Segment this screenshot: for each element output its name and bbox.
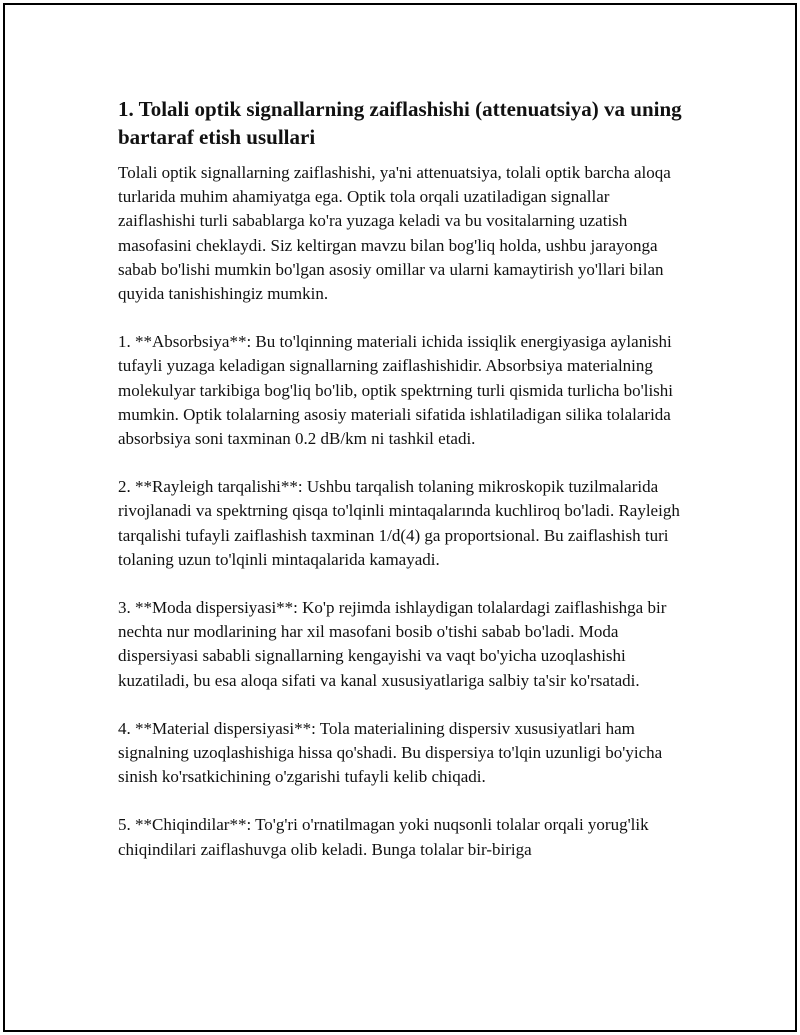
paragraph-absorbsiya: 1. **Absorbsiya**: Bu to'lqinning materiali ichida issiqlik energiyasiga aylanishi tufayli yuzaga keladigan signallarning zaiflashishidir. Absorbsiya materialning molekulyar tarkibiga bog'liq bo'lib, optik spektrning turli qismida turlicha bo'lishi mumkin. Optik tolalarning asosiy materiali sifatida ishlatiladigan silika tolalarida absorbsiya soni taxminan 0.2 dB/km ni tashkil etadi.	[118, 332, 674, 449]
intro-paragraph: Tolali optik signallarning zaiflashishi, ya'ni attenuatsiya, tolali optik barcha aloqa turlarida muhim ahamiyatga ega. Optik tola orqali uzatiladigan signallar zaiflashishi turli sabablarga ko'ra yuzaga keladi va bu vositalarning uzatish masofasini cheklaydi. Siz keltirgan mavzu bilan bog'liq holda, ushbu jarayonga sabab bo'lishi mumkin bo'lgan asosiy omillar va ularni kamaytirish yo'llari bilan quyida tanishishingiz mumkin.	[118, 163, 671, 304]
paragraph-moda-dispersiyasi: 3. **Moda dispersiyasi**: Ko'p rejimda ishlaydigan tolalardagi zaiflashishga bir nechta nur modlarining har xil masofani bosib o'tishi sabab bo'ladi. Moda dispersiyasi sababli signallarning kengayishi va vaqt bo'yicha uzoqlashishi kuzatiladi, bu esa aloqa sifati va kanal xususiyatlariga salbiy ta'sir ko'rsatadi.	[118, 598, 667, 690]
document-body	[118, 95, 688, 886]
paragraph-material-dispersiyasi: 4. **Material dispersiyasi**: Tola materialining dispersiv xususiyatlari ham signalning uzoqlashishiga hissa qo'shadi. Bu dispersiya to'lqin uzunligi bo'yicha sinish ko'rsatkichining o'zgarishi tufayli kelib chiqadi.	[118, 718, 663, 787]
paragraph-rayleigh: 2. **Rayleigh tarqalishi**: Ushbu tarqalish tolaning mikroskopik tuzilmalarida rivojlanadi va spektrning qisqa to'lqinli mintaqalarında kuchliroq bo'ladi. Rayleigh tarqalishi tufayli zaiflashish taxminan 1/d(4) ga proportsional. Bu zaiflashish turi tolaning uzun to'lqinli mintaqalarida kamayadi.	[118, 477, 680, 569]
document-title: 1. Tolali optik signallarning zaiflashishi (attenuatsiya) va uning bartaraf etish usullari	[118, 97, 682, 149]
paragraph-chiqindilar: 5. **Chiqindilar**: To'g'ri o'rnatilmagan yoki nuqsonli tolalar orqali yorug'lik chiqindilari zaiflashuvga olib keladi. Bunga tolalar bir-biriga	[118, 815, 649, 859]
